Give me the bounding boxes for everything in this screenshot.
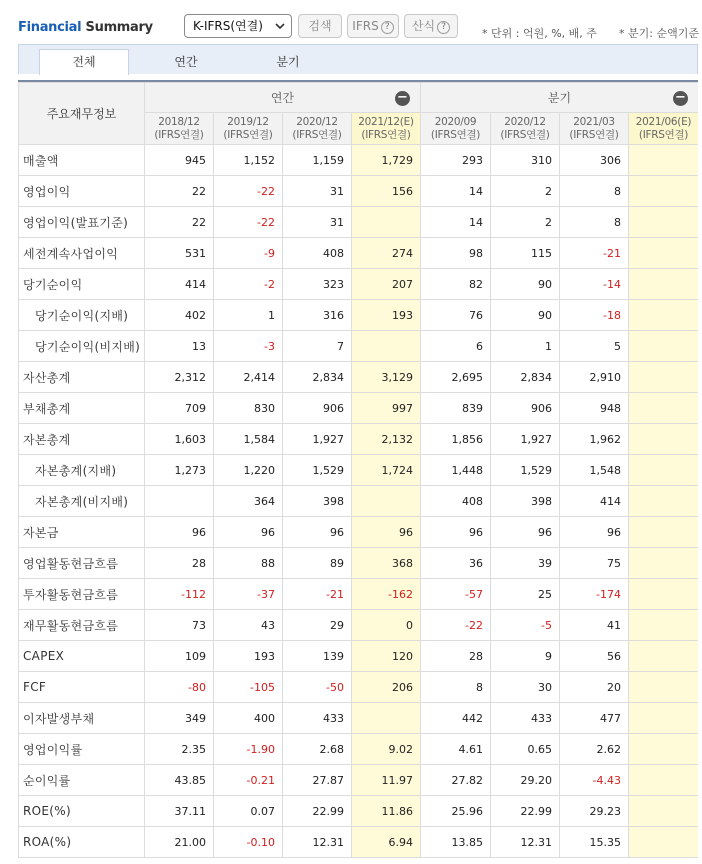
row-label[interactable]: 당기순이익 [19, 269, 145, 300]
table-row [19, 610, 699, 641]
financial-summary-table-wrap [18, 80, 698, 864]
period-header [560, 113, 629, 145]
row-label[interactable]: 영업이익(발표기준) [19, 207, 145, 238]
row-label[interactable]: 영업활동현금흐름 [19, 548, 145, 579]
page-title [18, 20, 153, 35]
ifrs-help-button[interactable] [347, 14, 399, 38]
table-cell: 839 [421, 393, 491, 424]
table-cell: 1,548 [560, 455, 629, 486]
table-row [19, 238, 699, 269]
quarter-group-header [421, 83, 699, 113]
period-label: 2020/09 [434, 115, 477, 128]
row-label[interactable]: 영업이익 [19, 176, 145, 207]
table-cell: 1,448 [421, 455, 491, 486]
table-cell: 948 [560, 393, 629, 424]
table-body [19, 145, 699, 858]
table-cell: 15.35 [560, 827, 629, 858]
table-cell: 28 [145, 548, 214, 579]
table-cell: 156 [352, 176, 421, 207]
table-cell: 293 [421, 145, 491, 176]
table-cell: 408 [421, 486, 491, 517]
table-cell: 22 [145, 176, 214, 207]
table-cell: 11.97 [352, 765, 421, 796]
period-header [491, 113, 560, 145]
basis-label: (IFRS연결) [430, 128, 481, 141]
table-cell: -50 [283, 672, 352, 703]
table-cell: 39 [491, 548, 560, 579]
table-cell: 414 [560, 486, 629, 517]
tab-bar [18, 44, 698, 74]
table-cell: -3 [214, 331, 283, 362]
period-header [145, 113, 214, 145]
table-cell [629, 734, 699, 765]
table-row [19, 641, 699, 672]
unit-note: * 단위 : 억원, %, 배, 주 [482, 27, 597, 40]
period-header [214, 113, 283, 145]
table-cell: 109 [145, 641, 214, 672]
table-cell: 14 [421, 176, 491, 207]
table-cell: 2,695 [421, 362, 491, 393]
table-row [19, 517, 699, 548]
quarter-header-label: 분기 [547, 91, 572, 105]
table-cell: -0.21 [214, 765, 283, 796]
table-cell [629, 269, 699, 300]
table-cell: 22.99 [283, 796, 352, 827]
table-cell: -1.90 [214, 734, 283, 765]
table-cell: 25.96 [421, 796, 491, 827]
table-cell: 1,152 [214, 145, 283, 176]
table-cell [629, 610, 699, 641]
table-cell: 414 [145, 269, 214, 300]
table-cell [629, 300, 699, 331]
table-cell: 98 [421, 238, 491, 269]
table-cell [629, 672, 699, 703]
table-cell: 349 [145, 703, 214, 734]
quarter-note: * 분기: 순액기준 [619, 27, 699, 40]
table-cell: 30 [491, 672, 560, 703]
table-cell: 96 [421, 517, 491, 548]
table-cell: -21 [283, 579, 352, 610]
table-cell [352, 331, 421, 362]
table-cell: 43.85 [145, 765, 214, 796]
table-cell: 96 [145, 517, 214, 548]
table-cell: 193 [214, 641, 283, 672]
period-header [421, 113, 491, 145]
table-cell [629, 455, 699, 486]
table-cell: 1 [214, 300, 283, 331]
basis-label: (IFRS연결) [569, 128, 619, 141]
accounting-standard-select[interactable] [184, 14, 292, 38]
annual-header-label: 연간 [270, 91, 295, 105]
table-cell: 20 [560, 672, 629, 703]
table-cell: 906 [491, 393, 560, 424]
table-cell: 12.31 [491, 827, 560, 858]
table-cell [352, 703, 421, 734]
table-cell: 2 [491, 207, 560, 238]
table-cell: 96 [352, 517, 421, 548]
table-cell [629, 703, 699, 734]
table-cell: 323 [283, 269, 352, 300]
table-cell: 21.00 [145, 827, 214, 858]
table-cell: 398 [283, 486, 352, 517]
table-cell: 442 [421, 703, 491, 734]
table-cell: 1,529 [491, 455, 560, 486]
table-cell [629, 424, 699, 455]
table-cell [629, 765, 699, 796]
table-cell: 8 [560, 207, 629, 238]
table-cell [629, 641, 699, 672]
row-label[interactable]: 세전계속사업이익 [19, 238, 145, 269]
table-cell: 207 [352, 269, 421, 300]
table-cell: 22.99 [491, 796, 560, 827]
table-cell: 1,856 [421, 424, 491, 455]
table-cell: -22 [214, 207, 283, 238]
table-cell: 398 [491, 486, 560, 517]
table-cell: 830 [214, 393, 283, 424]
table-cell: 1,927 [283, 424, 352, 455]
table-cell: -112 [145, 579, 214, 610]
table-cell [629, 517, 699, 548]
tab-annual[interactable]: 연간 [174, 55, 198, 69]
top-bar [0, 0, 702, 44]
row-label[interactable]: 이자발생부채 [19, 703, 145, 734]
table-row [19, 827, 699, 858]
table-cell: 2,910 [560, 362, 629, 393]
table-cell: 2,414 [214, 362, 283, 393]
row-label[interactable]: 자산총계 [19, 362, 145, 393]
row-label[interactable]: 순이익률 [19, 765, 145, 796]
table-cell: 36 [421, 548, 491, 579]
table-row [19, 269, 699, 300]
question-icon: ? [381, 21, 394, 34]
table-cell: -4.43 [560, 765, 629, 796]
period-label: 2021/12(E) [358, 115, 414, 128]
table-cell [352, 486, 421, 517]
table-cell [629, 827, 699, 858]
table-cell [629, 796, 699, 827]
table-cell: 2,834 [491, 362, 560, 393]
table-cell: -174 [560, 579, 629, 610]
table-cell: 531 [145, 238, 214, 269]
table-cell: -21 [560, 238, 629, 269]
table-cell: 306 [560, 145, 629, 176]
row-label[interactable]: CAPEX [19, 641, 145, 672]
table-cell: 1,273 [145, 455, 214, 486]
table-row [19, 145, 699, 176]
table-cell: 73 [145, 610, 214, 641]
table-cell: 1,962 [560, 424, 629, 455]
table-row [19, 548, 699, 579]
table-cell: 90 [491, 300, 560, 331]
table-cell: 96 [560, 517, 629, 548]
table-cell: -14 [560, 269, 629, 300]
table-cell: -57 [421, 579, 491, 610]
table-cell: 2.62 [560, 734, 629, 765]
table-cell: 2.35 [145, 734, 214, 765]
row-label[interactable]: ROA(%) [19, 827, 145, 858]
table-cell: 0.07 [214, 796, 283, 827]
table-cell: 56 [560, 641, 629, 672]
table-cell: 997 [352, 393, 421, 424]
table-cell: 945 [145, 145, 214, 176]
table-cell: 43 [214, 610, 283, 641]
table-cell: -2 [214, 269, 283, 300]
table-cell: 402 [145, 300, 214, 331]
table-cell: 96 [214, 517, 283, 548]
table-cell: 82 [421, 269, 491, 300]
tab-all[interactable]: 전체 [39, 49, 129, 75]
table-cell: 27.87 [283, 765, 352, 796]
table-cell: 3,129 [352, 362, 421, 393]
chevron-down-icon [275, 15, 285, 46]
table-cell: 2,132 [352, 424, 421, 455]
table-cell [629, 176, 699, 207]
tab-quarter[interactable]: 분기 [276, 55, 300, 69]
table-cell: 8 [560, 176, 629, 207]
period-header [283, 113, 352, 145]
table-row [19, 393, 699, 424]
table-cell: 408 [283, 238, 352, 269]
basis-label: (IFRS연결) [223, 128, 273, 141]
table-cell [629, 486, 699, 517]
period-label: 2020/12 [296, 115, 338, 128]
row-label[interactable]: 투자활동현금흐름 [19, 579, 145, 610]
table-cell: 76 [421, 300, 491, 331]
table-cell: 28 [421, 641, 491, 672]
table-cell [629, 393, 699, 424]
title-financial: Financial [18, 20, 82, 35]
table-row [19, 331, 699, 362]
period-header [352, 113, 421, 145]
table-cell: 364 [214, 486, 283, 517]
table-cell: 310 [491, 145, 560, 176]
table-row [19, 734, 699, 765]
annual-group-header [145, 83, 421, 113]
title-summary: Summary [85, 20, 153, 35]
table-cell: 90 [491, 269, 560, 300]
basis-label: (IFRS연결) [638, 128, 689, 141]
table-cell: 25 [491, 579, 560, 610]
period-label: 2021/03 [573, 115, 615, 128]
table-cell: 477 [560, 703, 629, 734]
row-label[interactable]: 당기순이익(지배) [19, 300, 145, 331]
table-cell: -9 [214, 238, 283, 269]
financial-summary-table [18, 82, 698, 858]
period-label: 2021/06(E) [635, 115, 692, 128]
table-cell: 9 [491, 641, 560, 672]
row-label[interactable]: 당기순이익(비지배) [19, 331, 145, 362]
table-cell: -5 [491, 610, 560, 641]
table-row [19, 703, 699, 734]
table-cell: -0.10 [214, 827, 283, 858]
period-header [629, 113, 699, 145]
table-cell: 6 [421, 331, 491, 362]
row-label[interactable]: 자본총계 [19, 424, 145, 455]
table-cell: 96 [491, 517, 560, 548]
table-cell [629, 362, 699, 393]
table-cell: -105 [214, 672, 283, 703]
table-cell: 5 [560, 331, 629, 362]
table-cell: 13 [145, 331, 214, 362]
table-cell: 368 [352, 548, 421, 579]
table-cell: 41 [560, 610, 629, 641]
basis-label: (IFRS연결) [500, 128, 550, 141]
table-cell: 4.61 [421, 734, 491, 765]
row-label[interactable]: FCF [19, 672, 145, 703]
period-label: 2019/12 [227, 115, 269, 128]
row-label[interactable]: 자본금 [19, 517, 145, 548]
table-cell: -18 [560, 300, 629, 331]
table-cell: 0.65 [491, 734, 560, 765]
table-cell: 1,603 [145, 424, 214, 455]
table-row [19, 176, 699, 207]
table-cell: 400 [214, 703, 283, 734]
table-cell: 9.02 [352, 734, 421, 765]
row-label[interactable]: 부채총계 [19, 393, 145, 424]
table-cell: 37.11 [145, 796, 214, 827]
basis-label: (IFRS연결) [292, 128, 342, 141]
table-cell [145, 486, 214, 517]
row-label[interactable]: 자본총계(비지배) [19, 486, 145, 517]
table-cell: 115 [491, 238, 560, 269]
table-cell [629, 548, 699, 579]
table-cell [629, 145, 699, 176]
table-cell: 1,159 [283, 145, 352, 176]
formula-label: 산식 [411, 19, 436, 33]
table-cell: 31 [283, 207, 352, 238]
table-cell: 22 [145, 207, 214, 238]
row-label[interactable]: 자본총계(지배) [19, 455, 145, 486]
table-cell: 206 [352, 672, 421, 703]
table-cell: 316 [283, 300, 352, 331]
table-cell: 29 [283, 610, 352, 641]
table-cell: 0 [352, 610, 421, 641]
table-cell: 6.94 [352, 827, 421, 858]
table-cell: 7 [283, 331, 352, 362]
table-row [19, 455, 699, 486]
question-icon: ? [437, 21, 450, 34]
row-label[interactable]: 재무활동현금흐름 [19, 610, 145, 641]
table-cell: 1,220 [214, 455, 283, 486]
table-cell [629, 579, 699, 610]
table-cell: 1,724 [352, 455, 421, 486]
table-row [19, 424, 699, 455]
search-button[interactable]: 검색 [298, 14, 342, 38]
table-cell: 96 [283, 517, 352, 548]
table-cell [629, 207, 699, 238]
table-cell: 120 [352, 641, 421, 672]
table-cell: -80 [145, 672, 214, 703]
table-cell [629, 238, 699, 269]
column-header-label: 주요재무정보 [19, 83, 145, 145]
table-cell: 88 [214, 548, 283, 579]
table-cell: 906 [283, 393, 352, 424]
period-label: 2020/12 [504, 115, 546, 128]
table-cell: 274 [352, 238, 421, 269]
collapse-annual-icon[interactable]: − [395, 91, 410, 106]
table-cell: 29.23 [560, 796, 629, 827]
table-row [19, 207, 699, 238]
row-label[interactable]: ROE(%) [19, 796, 145, 827]
table-cell: 14 [421, 207, 491, 238]
table-cell: 1,584 [214, 424, 283, 455]
basis-label: (IFRS연결) [361, 128, 411, 141]
table-cell [352, 207, 421, 238]
table-cell: 89 [283, 548, 352, 579]
table-cell: 75 [560, 548, 629, 579]
table-row [19, 672, 699, 703]
table-cell: 11.86 [352, 796, 421, 827]
table-cell: 433 [283, 703, 352, 734]
row-label[interactable]: 영업이익률 [19, 734, 145, 765]
table-cell: 13.85 [421, 827, 491, 858]
table-cell: 8 [421, 672, 491, 703]
basis-label: (IFRS연결) [154, 128, 204, 141]
table-row [19, 486, 699, 517]
table-cell: -22 [421, 610, 491, 641]
table-cell: 1,529 [283, 455, 352, 486]
table-cell: -22 [214, 176, 283, 207]
row-label[interactable]: 매출액 [19, 145, 145, 176]
table-cell [629, 331, 699, 362]
table-row [19, 579, 699, 610]
table-cell: 12.31 [283, 827, 352, 858]
table-cell: 27.82 [421, 765, 491, 796]
table-cell: 1,927 [491, 424, 560, 455]
period-label: 2018/12 [158, 115, 200, 128]
table-cell: 2,312 [145, 362, 214, 393]
table-row [19, 765, 699, 796]
table-cell: 1 [491, 331, 560, 362]
formula-help-button[interactable] [404, 14, 458, 38]
table-row [19, 362, 699, 393]
table-cell: 709 [145, 393, 214, 424]
table-cell: 193 [352, 300, 421, 331]
select-value: K-IFRS(연결) [193, 19, 263, 33]
table-cell: 2,834 [283, 362, 352, 393]
table-cell: 29.20 [491, 765, 560, 796]
ifrs-label: IFRS [352, 19, 379, 33]
table-cell: -162 [352, 579, 421, 610]
table-cell: 1,729 [352, 145, 421, 176]
table-row [19, 796, 699, 827]
table-cell: 433 [491, 703, 560, 734]
table-cell: 2 [491, 176, 560, 207]
table-row [19, 300, 699, 331]
table-cell: 31 [283, 176, 352, 207]
table-cell: 139 [283, 641, 352, 672]
collapse-quarter-icon[interactable]: − [673, 91, 688, 106]
table-cell: 2.68 [283, 734, 352, 765]
table-cell: -37 [214, 579, 283, 610]
